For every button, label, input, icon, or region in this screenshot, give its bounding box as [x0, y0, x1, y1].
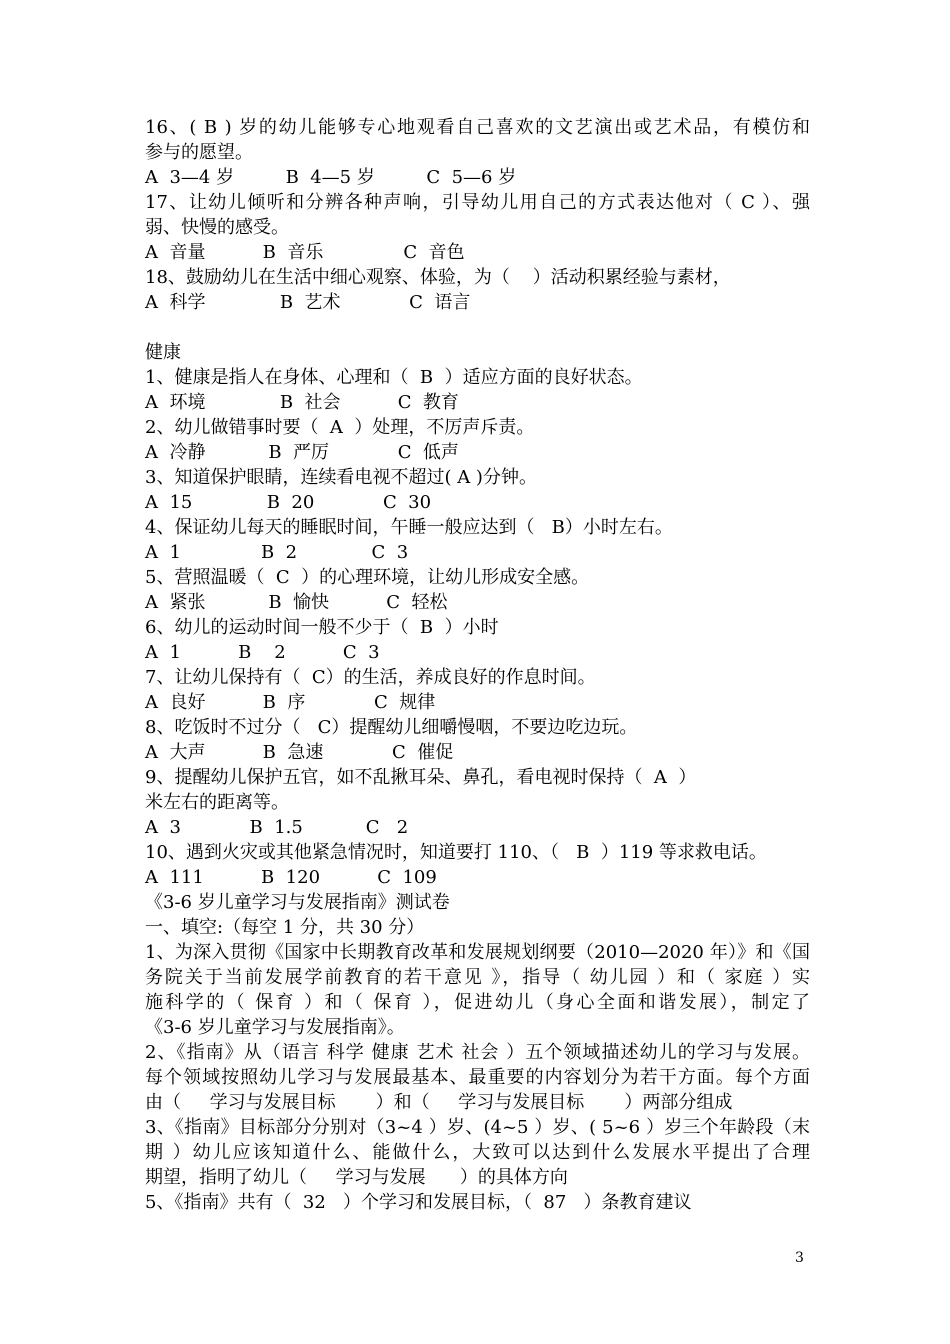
text-line: A 3 B 1.5 C 2	[145, 817, 409, 838]
text-line: A 3—4 岁 B 4—5 岁 C 5—6 岁	[145, 167, 517, 188]
text-line: A 音量 B 音乐 C 音色	[145, 242, 465, 263]
text-line: 3、知道保护眼睛，连续看电视不超过( A )分钟。	[145, 467, 537, 488]
text-line: 7、让幼儿保持有（ C）的生活，养成良好的作息时间。	[145, 667, 596, 688]
document-body	[145, 115, 810, 1215]
text-line: A 1 B 2 C 3	[145, 642, 380, 663]
text-line: 6、幼儿的运动时间一般不少于（ B ）小时	[145, 617, 499, 638]
text-line: 期 ）幼儿应该知道什么、能做什么，大致可以达到什么发展水平提出了合理	[145, 1142, 810, 1163]
text-line: A 环境 B 社会 C 教育	[145, 392, 459, 413]
text-line: 18、鼓励幼儿在生活中细心观察、体验，为（ ）活动积累经验与素材，	[145, 267, 731, 288]
text-line: 5、营照温暖（ C ）的心理环境，让幼儿形成安全感。	[145, 567, 590, 588]
text-line: 米左右的距离等。	[145, 792, 289, 813]
text-line: 8、吃饭时不过分（ C）提醒幼儿细嚼慢咽，不要边吃边玩。	[145, 717, 638, 738]
text-line: A 15 B 20 C 30	[145, 492, 432, 513]
text-line: 《3-6 岁儿童学习与发展指南》测试卷	[145, 892, 450, 913]
text-line: A 大声 B 急速 C 催促	[145, 742, 454, 763]
text-line: 2、幼儿做错事时要（ A ）处理，不厉声斥责。	[145, 417, 535, 438]
text-line: 1、健康是指人在身体、心理和（ B ）适应方面的良好状态。	[145, 367, 643, 388]
text-line: A 科学 B 艺术 C 语言	[145, 292, 471, 313]
text-line: 每个领域按照幼儿学习与发展最基本、最重要的内容划分为若干方面。每个方面	[145, 1067, 810, 1088]
text-line: A 1 B 2 C 3	[145, 542, 409, 563]
text-line: 《3-6 岁儿童学习与发展指南》。	[145, 1017, 405, 1038]
text-line: 16、( B ) 岁的幼儿能够专心地观看自己喜欢的文艺演出或艺术品，有模仿和	[145, 117, 810, 138]
text-line: 务院关于当前发展学前教育的若干意见 》，指导（ 幼儿园 ）和（ 家庭 ）实	[145, 967, 810, 988]
text-line: 期望，指明了幼儿（ 学习与发展 ）的具体方向	[145, 1167, 568, 1188]
text-line: 9、提醒幼儿保护五官，如不乱揪耳朵、鼻孔，看电视时保持（ A ）	[145, 767, 697, 788]
text-line: A 良好 B 序 C 规律	[145, 692, 436, 713]
text-line: A 冷静 B 严厉 C 低声	[145, 442, 459, 463]
text-line: 2、《指南》从（语言 科学 健康 艺术 社会 ）五个领域描述幼儿的学习与发展。	[145, 1042, 810, 1063]
text-line: 1、为深入贯彻《国家中长期教育改革和发展规划纲要（2010—2020 年）》和《国	[145, 942, 810, 963]
text-line: 参与的愿望。	[145, 142, 253, 163]
text-line: A 111 B 120 C 109	[145, 867, 437, 888]
text-line: 由（ 学习与发展目标 ）和（ 学习与发展目标 ）两部分组成	[145, 1092, 733, 1113]
text-line: 10、遇到火灾或其他紧急情况时，知道要打 110、（ B ）119 等求救电话。	[145, 842, 767, 863]
text-line: 健康	[145, 342, 181, 363]
page-number: 3	[795, 1250, 804, 1266]
text-line: 4、保证幼儿每天的睡眠时间，午睡一般应达到（ B）小时左右。	[145, 517, 673, 538]
text-line: A 紧张 B 愉快 C 轻松	[145, 592, 448, 613]
text-line: 一、填空:（每空 1 分，共 30 分）	[145, 917, 425, 938]
text-line: 弱、快慢的感受。	[145, 217, 289, 238]
text-line	[145, 315, 810, 340]
text-line: 5、《指南》共有（ 32 ）个学习和发展目标，（ 87 ）条教育建议	[145, 1192, 692, 1213]
text-line: 17、让幼儿倾听和分辨各种声响，引导幼儿用自己的方式表达他对（ C ）、强	[145, 192, 810, 213]
text-line: 施科学的（ 保育 ）和（ 保育 ），促进幼儿（身心全面和谐发展），制定了	[145, 992, 810, 1013]
text-line: 3、《指南》目标部分分别对（3~4 ）岁、(4~5 ）岁、( 5~6 ）岁三个年龄段（末	[145, 1117, 810, 1138]
